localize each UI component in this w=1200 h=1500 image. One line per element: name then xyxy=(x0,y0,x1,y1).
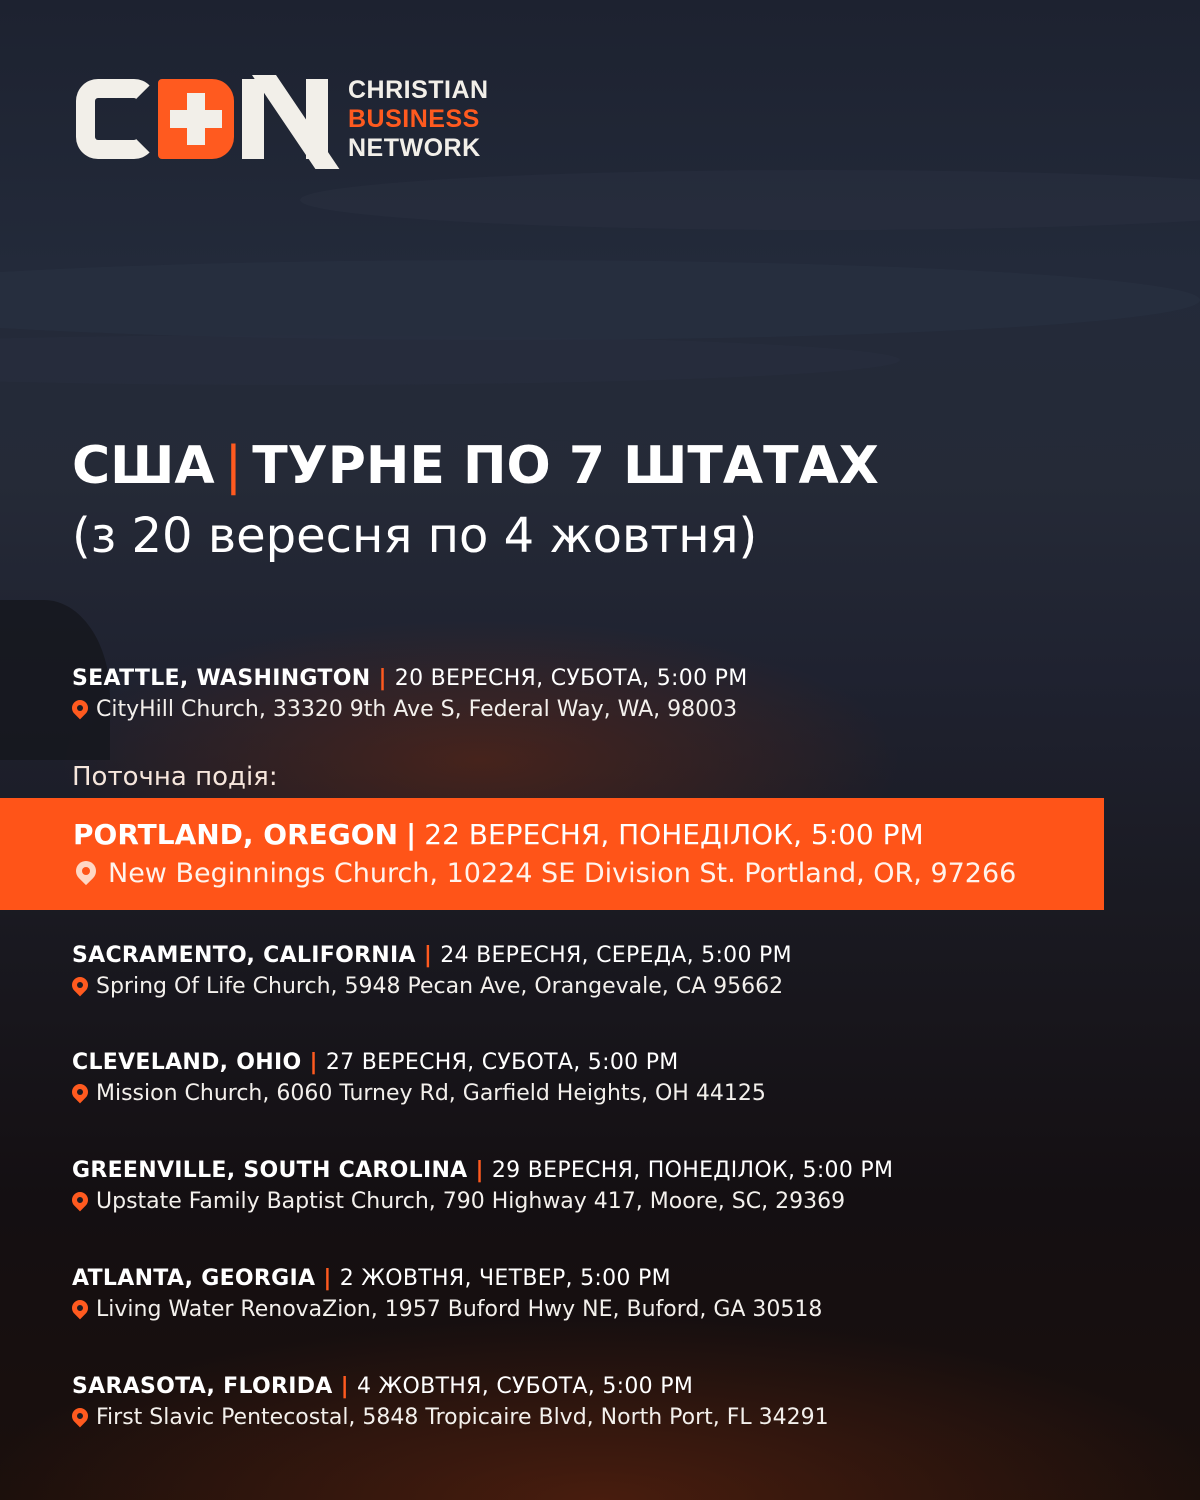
event-separator: | xyxy=(406,818,417,851)
page-subtitle: (з 20 вересня по 4 жовтня) xyxy=(72,508,758,564)
event-address: Mission Church, 6060 Turney Rd, Garfield Heights, OH 44125 xyxy=(96,1081,766,1106)
event-location xyxy=(72,1081,766,1106)
event-date: 29 ВЕРЕСНЯ, ПОНЕДІЛОК, 5:00 PM xyxy=(491,1158,894,1183)
event-address: New Beginnings Church, 10224 SE Division St. Portland, OR, 97266 xyxy=(108,858,1017,889)
title-tour: ТУРНЕ ПО 7 ШТАТАХ xyxy=(252,436,879,496)
cbn-logo-mark xyxy=(76,78,328,160)
page-title xyxy=(72,436,879,496)
event-atlanta xyxy=(72,1266,822,1322)
logo-letter-c xyxy=(76,79,156,159)
event-city: SARASOTA, FLORIDA xyxy=(72,1374,333,1399)
event-location xyxy=(72,697,748,722)
event-heading xyxy=(72,1374,829,1399)
logo-line-business: BUSINESS xyxy=(348,104,480,133)
title-separator: | xyxy=(224,436,243,496)
event-address: CityHill Church, 33320 9th Ave S, Federal Way, WA, 98003 xyxy=(96,697,738,722)
event-location xyxy=(72,974,792,999)
logo-wordmark xyxy=(348,76,489,163)
map-pin-icon xyxy=(72,856,100,884)
event-separator: | xyxy=(378,666,387,691)
event-city: SEATTLE, WASHINGTON xyxy=(72,666,371,691)
event-date: 27 ВЕРЕСНЯ, СУБОТА, 5:00 PM xyxy=(325,1050,679,1075)
event-heading xyxy=(72,943,792,968)
event-date: 2 ЖОВТНЯ, ЧЕТВЕР, 5:00 PM xyxy=(339,1266,671,1291)
event-heading xyxy=(72,1050,766,1075)
event-heading xyxy=(72,666,748,691)
event-city: SACRAMENTO, CALIFORNIA xyxy=(72,943,416,968)
map-pin-icon xyxy=(69,1296,92,1319)
cbn-logo xyxy=(76,75,489,162)
current-event-label: Поточна подія: xyxy=(72,762,278,792)
event-date: 24 ВЕРЕСНЯ, СЕРЕДА, 5:00 PM xyxy=(440,943,792,968)
map-pin-icon xyxy=(69,1080,92,1103)
map-pin-icon xyxy=(69,1188,92,1211)
event-address: Living Water RenovaZion, 1957 Buford Hwy NE, Buford, GA 30518 xyxy=(96,1297,823,1322)
event-address: Upstate Family Baptist Church, 790 Highway 417, Moore, SC, 29369 xyxy=(96,1189,846,1214)
logo-line-network: NETWORK xyxy=(348,133,481,162)
logo-letter-n xyxy=(242,79,328,159)
map-pin-icon xyxy=(69,696,92,719)
event-separator: | xyxy=(323,1266,332,1291)
title-country: США xyxy=(72,436,215,496)
event-heading xyxy=(72,1266,822,1291)
event-location xyxy=(72,858,1016,889)
event-city: CLEVELAND, OHIO xyxy=(72,1050,302,1075)
event-separator: | xyxy=(423,943,433,968)
event-portland-current xyxy=(0,798,1104,910)
map-pin-icon xyxy=(69,1404,92,1427)
logo-line-christian: CHRISTIAN xyxy=(348,75,489,104)
event-city: ATLANTA, GEORGIA xyxy=(72,1266,316,1291)
event-date: 20 ВЕРЕСНЯ, СУБОТА, 5:00 PM xyxy=(394,666,748,691)
event-location xyxy=(72,1189,893,1214)
event-city: GREENVILLE, SOUTH CAROLINA xyxy=(72,1158,468,1183)
cross-icon xyxy=(158,79,234,159)
event-address: First Slavic Pentecostal, 5848 Tropicaire Blvd, North Port, FL 34291 xyxy=(96,1405,829,1430)
event-date: 22 ВЕРЕСНЯ, ПОНЕДІЛОК, 5:00 PM xyxy=(424,818,924,851)
event-greenville xyxy=(72,1158,893,1214)
event-date: 4 ЖОВТНЯ, СУБОТА, 5:00 PM xyxy=(356,1374,694,1399)
event-separator: | xyxy=(309,1050,318,1075)
event-seattle xyxy=(72,666,748,722)
event-heading xyxy=(73,818,924,851)
event-heading xyxy=(72,1158,893,1183)
event-cleveland xyxy=(72,1050,766,1106)
event-sacramento xyxy=(72,943,792,999)
event-location xyxy=(72,1405,829,1430)
event-address: Spring Of Life Church, 5948 Pecan Ave, Orangevale, CA 95662 xyxy=(96,974,784,999)
event-location xyxy=(72,1297,822,1322)
map-pin-icon xyxy=(69,973,92,996)
event-separator: | xyxy=(340,1374,349,1399)
event-separator: | xyxy=(475,1158,484,1183)
event-city: PORTLAND, OREGON xyxy=(73,818,399,851)
event-sarasota xyxy=(72,1374,829,1430)
